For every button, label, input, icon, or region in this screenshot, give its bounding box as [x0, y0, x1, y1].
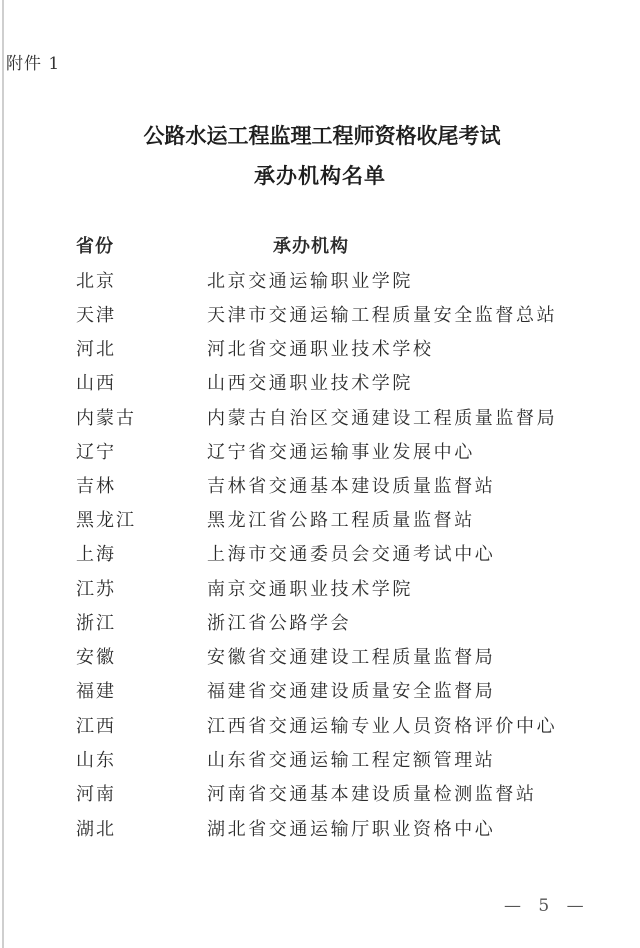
organization-cell: 黑龙江省公路工程质量监督站: [207, 510, 475, 531]
document-title: 公路水运工程监理工程师资格收尾考试: [143, 123, 501, 148]
province-cell: 内蒙古: [76, 408, 136, 429]
organization-cell: 江西省交通运输专业人员资格评价中心: [207, 716, 558, 737]
header-organization: 承办机构: [273, 236, 349, 257]
province-cell: 山西: [76, 373, 116, 394]
table-row: [0, 404, 640, 434]
table-row: [0, 815, 640, 845]
province-cell: 河南: [76, 784, 116, 805]
table-header-row: [0, 232, 640, 262]
table-row: [0, 780, 640, 810]
table-row: [0, 575, 640, 605]
attachment-label: 附件 1: [6, 54, 61, 74]
province-cell: 上海: [76, 544, 116, 565]
organization-cell: 安徽省交通建设工程质量监督局: [207, 647, 496, 668]
table-row: [0, 335, 640, 365]
organization-cell: 上海市交通委员会交通考试中心: [207, 544, 496, 565]
province-cell: 福建: [76, 681, 116, 702]
province-cell: 湖北: [76, 819, 116, 840]
province-cell: 江西: [76, 716, 116, 737]
province-cell: 江苏: [76, 579, 116, 600]
organization-cell: 河北省交通职业技术学校: [207, 339, 434, 360]
table-row: [0, 712, 640, 742]
province-cell: 山东: [76, 750, 116, 771]
table-row: [0, 609, 640, 639]
province-cell: 河北: [76, 339, 116, 360]
organization-cell: 湖北省交通运输厅职业资格中心: [207, 819, 496, 840]
organization-cell: 内蒙古自治区交通建设工程质量监督局: [207, 408, 558, 429]
province-cell: 安徽: [76, 647, 116, 668]
organization-cell: 北京交通运输职业学院: [207, 271, 413, 292]
organization-cell: 河南省交通基本建设质量检测监督站: [207, 784, 537, 805]
province-cell: 浙江: [76, 613, 116, 634]
organization-cell: 天津市交通运输工程质量安全监督总站: [207, 305, 558, 326]
table-row: [0, 267, 640, 297]
page-number: — 5 —: [504, 896, 590, 916]
table-row: [0, 506, 640, 536]
province-cell: 辽宁: [76, 442, 116, 463]
document-subtitle: 承办机构名单: [254, 163, 386, 188]
table-row: [0, 472, 640, 502]
table-row: [0, 643, 640, 673]
organization-cell: 吉林省交通基本建设质量监督站: [207, 476, 496, 497]
table-row: [0, 438, 640, 468]
province-cell: 北京: [76, 271, 116, 292]
organization-cell: 山东省交通运输工程定额管理站: [207, 750, 496, 771]
table-row: [0, 540, 640, 570]
organization-cell: 福建省交通建设质量安全监督局: [207, 681, 496, 702]
province-cell: 吉林: [76, 476, 116, 497]
table-row: [0, 369, 640, 399]
organization-cell: 山西交通职业技术学院: [207, 373, 413, 394]
organization-cell: 辽宁省交通运输事业发展中心: [207, 442, 475, 463]
province-cell: 天津: [76, 305, 116, 326]
header-province: 省份: [76, 236, 114, 257]
table-row: [0, 746, 640, 776]
table-row: [0, 301, 640, 331]
table-row: [0, 677, 640, 707]
organization-cell: 南京交通职业技术学院: [207, 579, 413, 600]
province-cell: 黑龙江: [76, 510, 136, 531]
organization-cell: 浙江省公路学会: [207, 613, 352, 634]
